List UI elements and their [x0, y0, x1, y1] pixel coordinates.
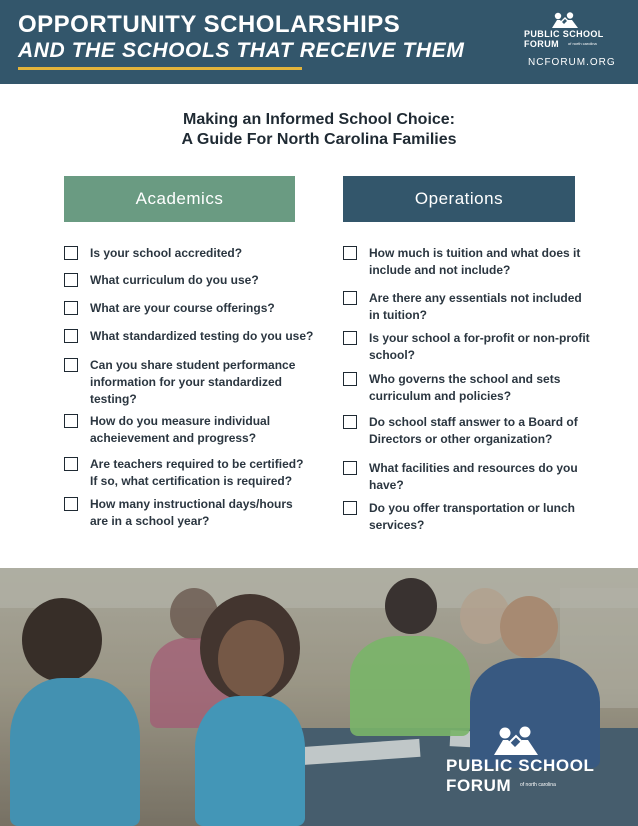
- list-item: [64, 272, 314, 289]
- checklist-question: What standardized testing do you use?: [90, 329, 314, 343]
- list-item: [343, 245, 593, 279]
- footer-forum-logo[interactable]: [446, 726, 595, 796]
- checklist-question: How many instructional days/hours are in a school year?: [90, 497, 293, 528]
- checklist-question: Is your school a for-profit or non-profit school?: [369, 331, 590, 362]
- header-banner: [0, 0, 638, 84]
- checkbox[interactable]: [343, 501, 357, 515]
- checkbox[interactable]: [343, 291, 357, 305]
- header-title: OPPORTUNITY SCHOLARSHIPS: [18, 11, 401, 38]
- list-item: [64, 245, 314, 262]
- children-reading-icon: [488, 726, 544, 756]
- footer-logo-region: of north carolina: [520, 782, 556, 788]
- subtitle-line1: Making an Informed School Choice:: [182, 111, 456, 128]
- list-item: [343, 290, 593, 324]
- checkbox[interactable]: [343, 331, 357, 345]
- checkbox[interactable]: [64, 358, 78, 372]
- checklist-question: Is your school accredited?: [90, 246, 243, 260]
- checkbox[interactable]: [64, 329, 78, 343]
- checkbox[interactable]: [343, 415, 357, 429]
- checkbox[interactable]: [64, 497, 78, 511]
- checklist-question: Are there any essentials not included in tuition?: [369, 291, 582, 322]
- list-item: [343, 371, 593, 405]
- list-item: [64, 300, 314, 317]
- checkbox[interactable]: [343, 372, 357, 386]
- list-item: [64, 328, 314, 345]
- footer-logo-forum: FORUM: [446, 776, 512, 795]
- forum-logo[interactable]: [524, 12, 608, 52]
- checkbox[interactable]: [64, 246, 78, 260]
- list-item: [64, 456, 314, 490]
- list-item: [64, 413, 314, 447]
- operations-header: Operations: [343, 176, 575, 222]
- checklist-question: What are your course offerings?: [90, 301, 275, 315]
- logo-text-region: of north carolina: [568, 41, 597, 46]
- checkbox[interactable]: [64, 273, 78, 287]
- website-link[interactable]: NCFORUM.ORG: [528, 57, 616, 68]
- list-item: [343, 330, 593, 364]
- checklist-question: How much is tuition and what does it include and not include?: [369, 246, 581, 277]
- guide-subtitle: [0, 110, 638, 150]
- checkbox[interactable]: [64, 457, 78, 471]
- list-item: [64, 496, 314, 530]
- children-reading-icon: [548, 12, 582, 29]
- checkbox[interactable]: [64, 301, 78, 315]
- header-accent-rule: [18, 67, 302, 70]
- header-subtitle: AND THE SCHOOLS THAT RECEIVE THEM: [18, 39, 465, 62]
- checklist-question: Do school staff answer to a Board of Directors or other organization?: [369, 415, 578, 446]
- checkbox[interactable]: [64, 414, 78, 428]
- checkbox[interactable]: [343, 246, 357, 260]
- checklist-question: Who governs the school and sets curriculum and policies?: [369, 372, 561, 403]
- checklist-question: What curriculum do you use?: [90, 273, 259, 287]
- list-item: [343, 460, 593, 494]
- checklist-question: Are teachers required to be certified? If so, what certification is required?: [90, 457, 304, 488]
- checklist-question: Can you share student performance information for your standardized testing?: [90, 358, 296, 406]
- logo-text-forum: FORUM: [524, 39, 559, 49]
- list-item: [343, 500, 593, 534]
- list-item: [343, 414, 593, 448]
- checklist-question: What facilities and resources do you have?: [369, 461, 578, 492]
- checkbox[interactable]: [343, 461, 357, 475]
- subtitle-line2: A Guide For North Carolina Families: [181, 131, 457, 148]
- checklist-question: How do you measure individual acheievement and progress?: [90, 414, 271, 445]
- logo-text-public-school: PUBLIC SCHOOL: [524, 29, 604, 39]
- footer-logo-public-school: PUBLIC SCHOOL: [446, 756, 595, 775]
- list-item: [64, 357, 314, 408]
- academics-header: Academics: [64, 176, 295, 222]
- checklist-question: Do you offer transportation or lunch services?: [369, 501, 575, 532]
